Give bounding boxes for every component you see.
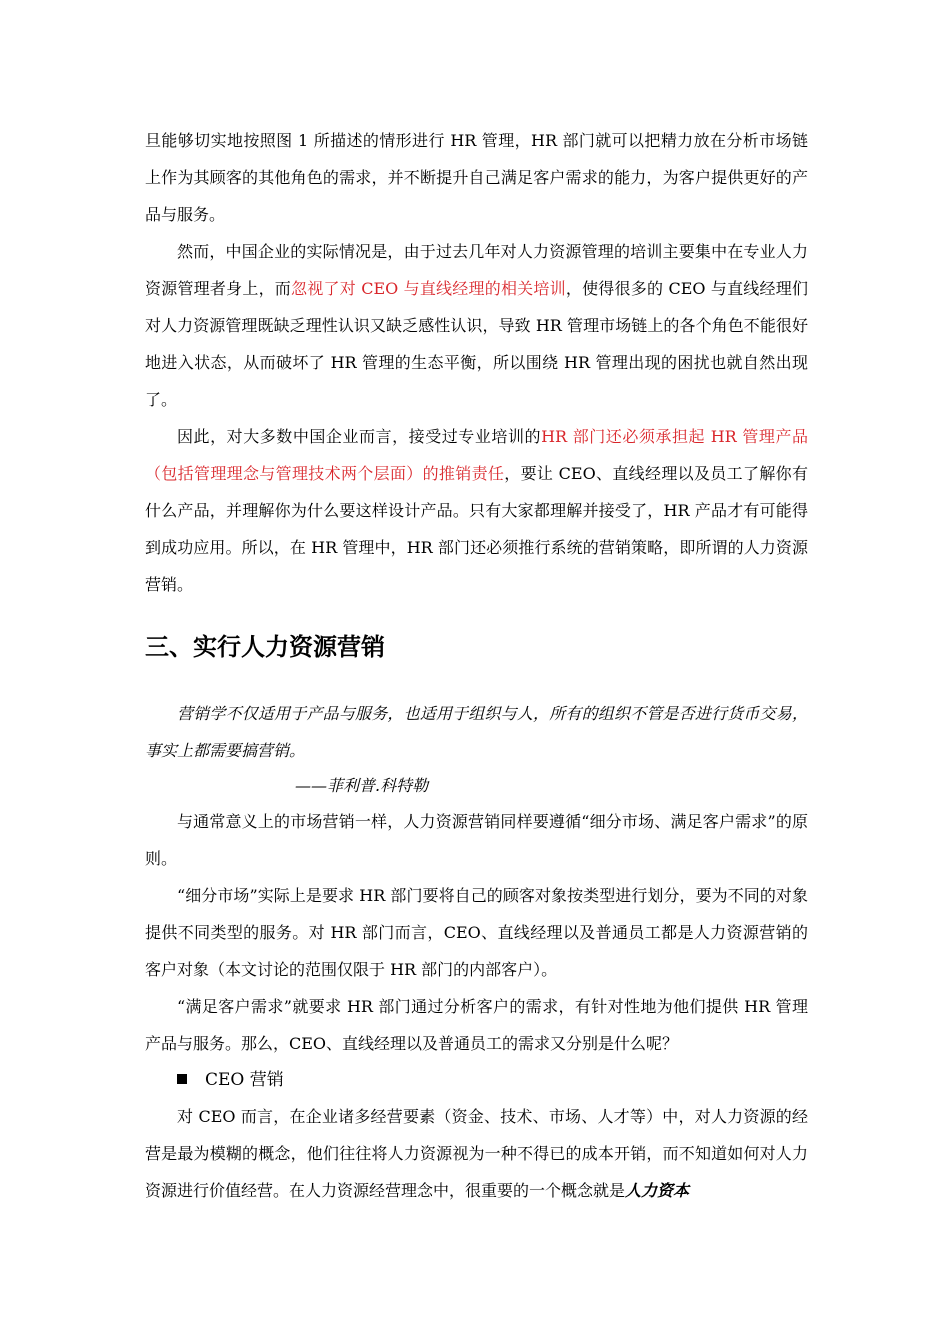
bullet-item (177, 1062, 808, 1098)
paragraph-2-text-a: 然而，中国企业的实际情况是，由于过去几年对人力资源管理的培训主要集中在专业人力资源管理者身上，而 (145, 242, 808, 298)
bullet-label: CEO 营销 (205, 1070, 284, 1090)
document-body (145, 122, 808, 1209)
paragraph-7-emphasis: 人力资本 (625, 1181, 690, 1200)
paragraph-3-text-b: ，要让 CEO、直线经理以及员工了解你有什么产品，并理解你为什么要这样设计产品。只有大家都理解并接受了，HR 产品才有可能得到成功应用。所以，在 HR 管理中，HR 部门还必须推行系统的营销策略，即所谓的人力资源营销。 (145, 464, 808, 594)
paragraph-6: “满足客户需求”就要求 HR 部门通过分析客户的需求，有针对性地为他们提供 HR 管理产品与服务。那么，CEO、直线经理以及普通员工的需求又分别是什么呢？ (145, 997, 808, 1053)
paragraph-2-highlight: 忽视了对 CEO 与直线经理的相关培训 (291, 279, 566, 298)
square-bullet-icon (177, 1074, 187, 1084)
paragraph-7-text: 对 CEO 而言，在企业诸多经营要素（资金、技术、市场、人才等）中，对人力资源的经营是最为模糊的概念，他们往往将人力资源视为一种不得已的成本开销，而不知道如何对人力资源进行价值经营。在人力资源经营理念中，很重要的一个概念就是 (145, 1107, 808, 1200)
paragraph-3-text-a: 因此，对大多数中国企业而言，接受过专业培训的 (177, 427, 542, 446)
quote-text: 营销学不仅适用于产品与服务，也适用于组织与人，所有的组织不管是否进行货币交易，事实上都需要搞营销。 (145, 704, 808, 760)
paragraph-5: “细分市场”实际上是要求 HR 部门要将自己的顾客对象按类型进行划分，要为不同的对象提供不同类型的服务。对 HR 部门而言，CEO、直线经理以及普通员工都是人力资源营销的客户对象（本文讨论的范围仅限于 HR 部门的内部客户）。 (145, 886, 808, 979)
paragraph-2-text-b: ，使得很多的 CEO 与直线经理们对人力资源管理既缺乏理性认识又缺乏感性认识，导致 HR 管理市场链上的各个角色不能很好地进入状态，从而破坏了 HR 管理的生态平衡，所以围绕 HR 管理出现的困扰也就自然出现了。 (145, 279, 808, 409)
quote-attribution: ——菲利普.科特勒 (295, 776, 429, 795)
paragraph-4: 与通常意义上的市场营销一样，人力资源营销同样要遵循“细分市场、满足客户需求”的原则。 (145, 812, 808, 868)
paragraph-3 (145, 418, 808, 603)
paragraph-2 (145, 233, 808, 418)
paragraph-1: 旦能够切实地按照图 1 所描述的情形进行 HR 管理，HR 部门就可以把精力放在分析市场链上作为其顾客的其他角色的需求，并不断提升自己满足客户需求的能力，为客户提供更好的产品与服务。 (145, 131, 808, 224)
paragraph-7 (145, 1098, 808, 1209)
paragraph-3-highlight: HR 部门还必须承担起 HR 管理产品（包括管理理念与管理技术两个层面）的推销责任 (145, 427, 808, 483)
section-heading: 三、实行人力资源营销 (145, 633, 385, 661)
